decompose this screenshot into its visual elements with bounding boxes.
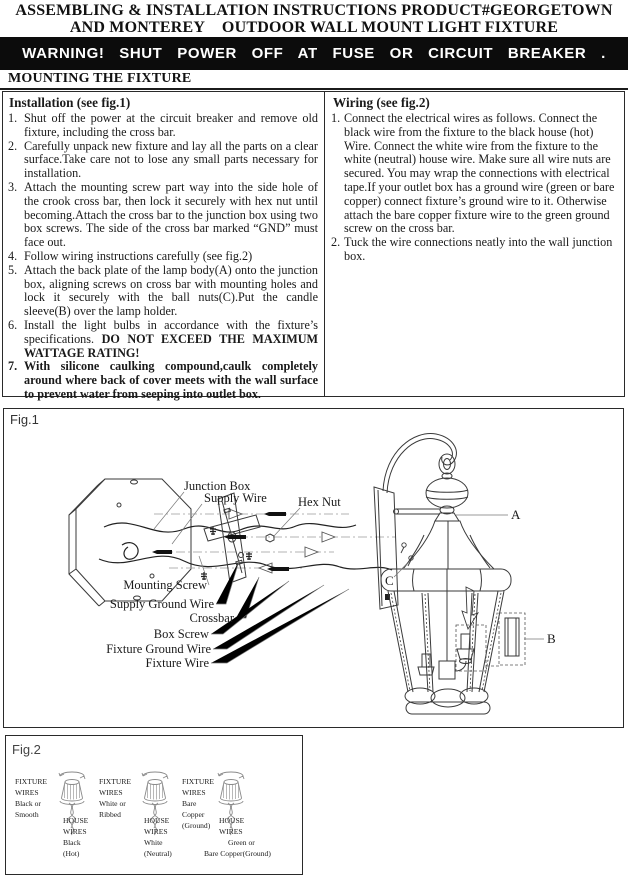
fixture-wires-label: White or (99, 799, 126, 808)
wiring-step-1 (331, 112, 619, 236)
step-number: 4. (8, 248, 18, 263)
house-wires-label: WIRES (63, 827, 87, 836)
direction-arrows (229, 509, 335, 573)
fixture-wires-label: WIRES (182, 788, 206, 797)
lamp-bell-drawing (381, 521, 511, 591)
step-number: 2. (331, 235, 341, 250)
part-letter-c: C (385, 573, 394, 588)
wires-drawing (99, 523, 392, 570)
figure-1-box (3, 408, 624, 728)
figure-1-diagram (4, 409, 621, 725)
fixture-wires-label: Copper (182, 810, 205, 819)
callout-fixture-wire: Fixture Wire (145, 656, 209, 670)
document-title (0, 2, 628, 36)
step-number: 2. (8, 138, 18, 153)
step-text: Shut off the power at the circuit breaker and remove old fixture, including the cross bar. (24, 111, 318, 139)
fixture-wires-label: FIXTURE (15, 777, 48, 786)
callout-box-screw: Box Screw (153, 627, 209, 641)
installation-heading: Installation (see fig.1) (9, 95, 131, 110)
installation-step-3 (7, 181, 318, 250)
house-wires-label: Green or (228, 838, 255, 847)
figure-1-label: Fig.1 (10, 412, 39, 427)
step-text: Install the light bulbs in accordance with the fixture’s specifications. (24, 317, 318, 346)
fixture-wires-label: Bare (182, 799, 197, 808)
installation-step-2 (7, 140, 318, 181)
installation-step-6 (7, 319, 318, 360)
section-header: MOUNTING THE FIXTURE (8, 71, 192, 86)
callout-hex-nut: Hex Nut (298, 495, 341, 509)
step-number: 6. (8, 317, 18, 332)
step-number: 5. (8, 262, 18, 277)
fixture-wires-label: Ribbed (99, 810, 121, 819)
step-text: Carefully unpack new fixture and lay all the parts on a clear surface.Take care not to lose any small parts necessary for installation. (24, 138, 318, 181)
step-text: With silicone caulking compound,caulk completely around where back of cover meets with the wall surface to prevent water from seeping into outlet box. (24, 359, 318, 401)
installation-step-4 (7, 250, 318, 264)
house-wires-label: (Neutral) (144, 849, 172, 858)
guide-lines (154, 514, 396, 568)
leader-lines (154, 492, 544, 663)
wiring-step-2 (331, 236, 619, 264)
step-text: Attach the mounting screw part way into the side hole of the crook cross bar, then lock it securely with hex nut until becoming.Attach the cross bar to the junction box using two box screws. The side of the cross bar marked “GND” must face out. (24, 179, 318, 250)
instruction-table (2, 91, 625, 401)
installation-column (3, 92, 325, 401)
small-bolts-drawing (201, 527, 252, 580)
step-text: Tuck the wire connections neatly into the wall junction box. (344, 235, 613, 263)
figure-2-diagram (6, 736, 299, 871)
fixture-wires-label: WIRES (15, 788, 39, 797)
house-wires-label: (Hot) (63, 849, 80, 858)
part-letter-a: A (511, 507, 521, 522)
warning-banner (0, 37, 628, 70)
fixture-wires-label: (Ground) (182, 821, 211, 830)
house-wires-label: HOUSE (144, 816, 170, 825)
callout-supply-ground-wire: Supply Ground Wire (109, 597, 214, 611)
fixture-wires-label: Smooth (15, 810, 39, 819)
callout-fixture-ground-wire: Fixture Ground Wire (106, 642, 211, 656)
callout-supply-wire: Supply Wire (204, 491, 267, 505)
ball-nut-drawing (401, 543, 413, 566)
house-wires-label: White (144, 838, 163, 847)
house-wires-label: HOUSE (219, 816, 245, 825)
title-line-1: ASSEMBLING & INSTALLATION INSTRUCTIONS PRODUCT#GEORGETOWN (15, 2, 613, 19)
section-divider (0, 88, 628, 90)
figure-2-label: Fig.2 (12, 742, 41, 757)
step-number: 7. (8, 359, 18, 374)
step-text-bold: DO NOT EXCEED THE MAXIMUM WATTAGE RATING! (24, 331, 318, 360)
house-wires-label: WIRES (219, 827, 243, 836)
house-wires-label: Black (63, 838, 81, 847)
house-wires-label: Bare Copper(Ground) (204, 849, 271, 858)
wiring-column (325, 92, 624, 396)
callout-junction-box: Junction Box (184, 479, 251, 493)
lantern-body-drawing (388, 587, 504, 714)
house-wires-label: WIRES (144, 827, 168, 836)
part-letter-b: B (547, 631, 556, 646)
installation-step-5 (7, 264, 318, 319)
warning-text: WARNING! SHUT POWER OFF AT FUSE OR CIRCUIT BREAKER . (22, 45, 606, 62)
scroll-arm-drawing (383, 434, 456, 493)
callout-crossbar: Crossbar (189, 611, 234, 625)
step-number: 1. (8, 111, 18, 125)
wire-nut-icons (59, 772, 244, 835)
hex-nut-drawing (266, 534, 274, 542)
step-number: 1. (331, 111, 341, 125)
wire-nut-icon (142, 772, 168, 835)
wire-nut-icon (218, 772, 244, 835)
step-text: Attach the back plate of the lamp body(A) onto the junction box, aligning screws on cross bar with mounting holes and lock it securely with the ball nuts(C).Put the candle sleeve(B) over the lamp holder. (24, 262, 318, 319)
fixture-wires-label: WIRES (99, 788, 123, 797)
house-wires-label: HOUSE (63, 816, 89, 825)
figure-2-box (5, 735, 303, 875)
installation-step-7 (7, 360, 318, 401)
step-number: 3. (8, 179, 18, 194)
step-text: Follow wiring instructions carefully (see fig.2) (24, 248, 253, 263)
callout-mounting-screw: Mounting Screw (123, 578, 207, 592)
wiring-heading: Wiring (see fig.2) (333, 95, 430, 110)
step-text: Connect the electrical wires as follows. Connect the black wire from the fixture to the black house (hot) Wire. Connect the white wire from the fixture to the white (neutral) house wire. Make sure all wire nuts are secured. You may wrap the connections with electrical tape.If your outlet box has a ground wire (green or bare copper) connect fixture’s ground wire to it. Otherwise attach the bare copper fixture wire to the green ground screw on the cross bar. (344, 111, 615, 236)
wire-nut-icon (59, 772, 85, 835)
fixture-wires-label: Black or (15, 799, 41, 808)
title-line-2: AND MONTEREY OUTDOOR WALL MOUNT LIGHT FIXTURE (69, 19, 559, 36)
fixture-wires-label: FIXTURE (99, 777, 132, 786)
installation-step-1 (7, 112, 318, 140)
fixture-wires-label: FIXTURE (182, 777, 215, 786)
